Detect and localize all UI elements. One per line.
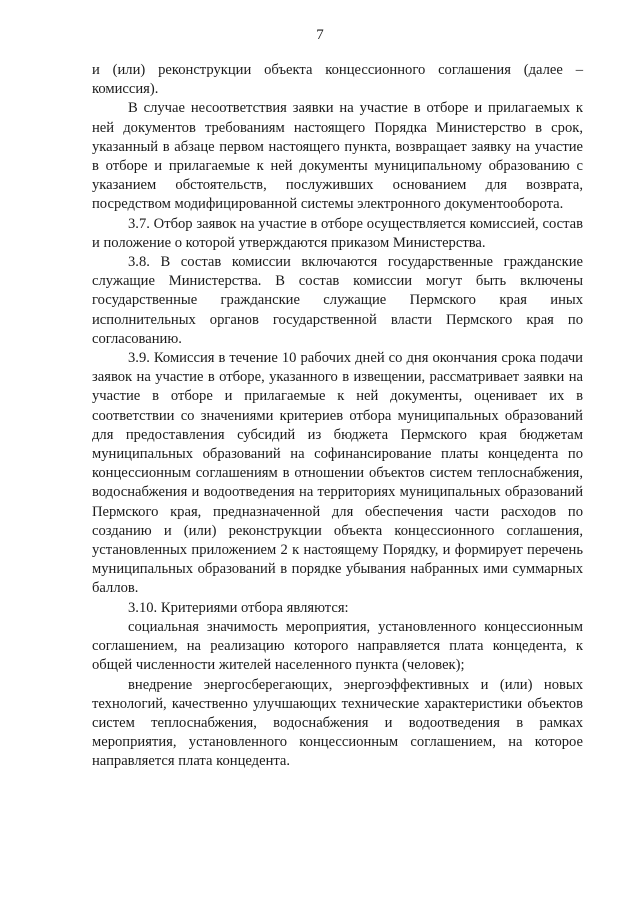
page-number: 7 <box>316 27 324 43</box>
paragraph-3-9: 3.9. Комиссия в течение 10 рабочих дней со дня окончания срока подачи заявок на участие в отборе, указанного в извещении, рассматривает заявки на участие в отборе и прилагаемые к ней документы, оценивает их в соответствии со значениями критериев отбора муниципальных образований для предоставления субсидий из бюджета Пермского края бюджетам муниципальных образований на софинансирование платы концедента по концессионным соглашениям в отношении объектов систем теплоснабжения, водоснабжения и водоотведения на территориях муниципальных образований Пермского края, предназначенной для обеспечения части расходов по созданию и (или) реконструкции объекта концессионного соглашения, установленных приложением 2 к настоящему Порядку, и формирует перечень муниципальных образований в порядке убывания набранных ими суммарных баллов. <box>92 350 583 597</box>
paragraph-3-7: 3.7. Отбор заявок на участие в отборе осуществляется комиссией, состав и положение о которой утверждаются приказом Министерства. <box>92 215 583 251</box>
document-body <box>92 61 583 772</box>
paragraph-application-return: В случае несоответствия заявки на участие в отборе и прилагаемых к ней документов требованиям настоящего Порядка Министерство в срок, указанный в абзаце первом настоящего пункта, возвращает заявку на участие в отборе и прилагаемые к ней документы муниципальному образованию с указанием обстоятельств, послуживших основанием для возврата, посредством модифицированной системы электронного документооборота. <box>92 100 583 213</box>
paragraph-3-10: 3.10. Критериями отбора являются: <box>128 599 349 616</box>
criterion-social-significance: социальная значимость мероприятия, установленного концессионным соглашением, на реализацию которого направляется плата концедента, к общей численности жителей населенного пункта (человек); <box>92 618 583 674</box>
paragraph-commission-definition: и (или) реконструкции объекта концессионного соглашения (далее – комиссия). <box>92 62 583 98</box>
criterion-energy-saving-technologies: внедрение энергосберегающих, энергоэффективных и (или) новых технологий, качественно улучшающих технические характеристики объектов систем теплоснабжения, водоснабжения и водоотведения в рамках мероприятия, установленного концессионным соглашением, на которое направляется плата концедента. <box>92 676 583 770</box>
paragraph-3-8: 3.8. В состав комиссии включаются государственные гражданские служащие Министерства. В состав комиссии могут быть включены государственные гражданские служащие Пермского края иных исполнительных органов государственной власти Пермского края по согласованию. <box>92 254 583 347</box>
